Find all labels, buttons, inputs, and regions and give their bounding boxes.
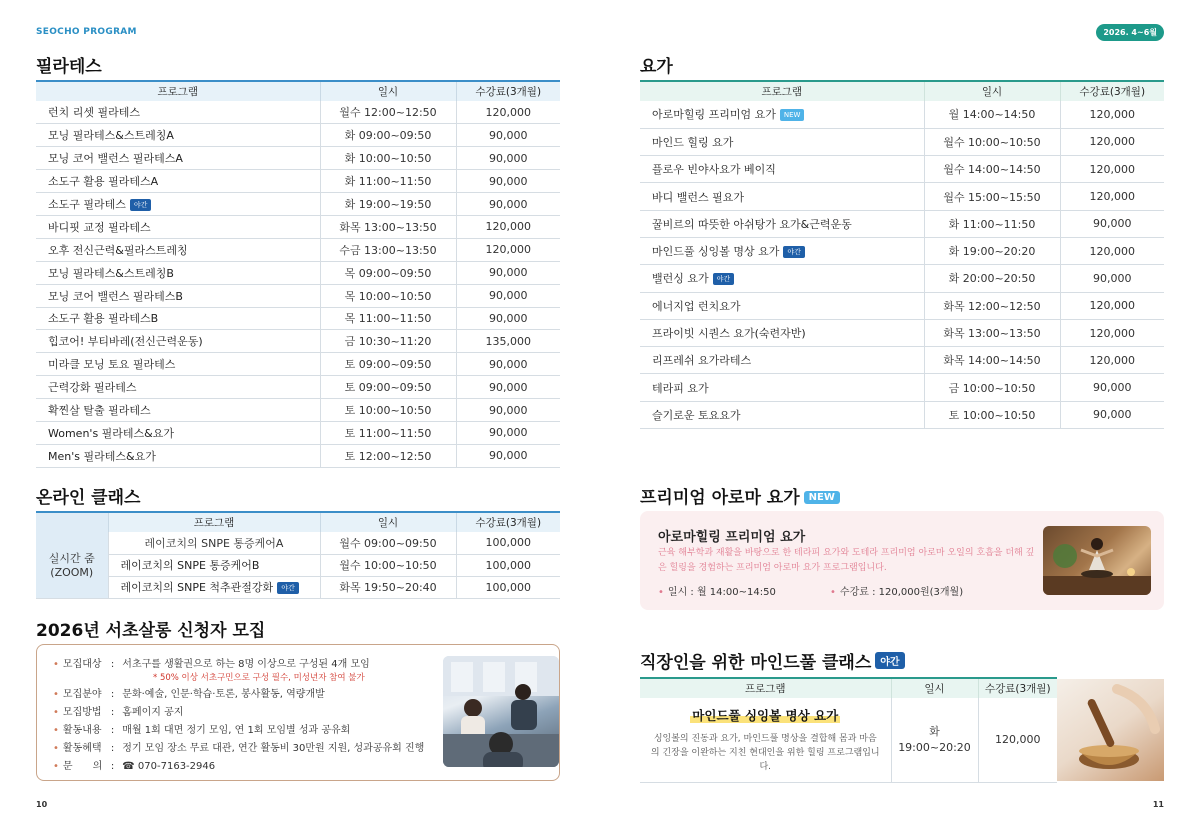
night-tag: 야간	[713, 273, 735, 285]
program-cell	[36, 193, 320, 216]
fee-cell: 135,000	[456, 330, 560, 353]
schedule-cell: 화 19:00~20:20	[924, 237, 1060, 264]
program-name: 모닝 필라테스&스트레칭B	[48, 266, 174, 280]
schedule-cell: 월수 14:00~14:50	[924, 156, 1060, 183]
page-number-right: 11	[1152, 800, 1164, 809]
program-name: 테라피 요가	[652, 381, 709, 395]
night-tag: 야간	[277, 582, 299, 594]
schedule-cell: 월수 10:00~10:50	[320, 554, 456, 576]
table-row	[36, 376, 560, 399]
recruit-item-label: 문 의	[62, 761, 103, 772]
fee-cell: 120,000	[456, 215, 560, 238]
program-cell	[36, 215, 320, 238]
fee-cell: 90,000	[456, 170, 560, 193]
col-fee: 수강료(3개월)	[978, 678, 1057, 698]
program-name: 근력강화 필라테스	[48, 381, 137, 395]
recruit-item: • 모집분야 : 문화·예술, 인문·학습·토론, 봉사활동, 역량개발	[53, 685, 325, 700]
program-name: 바디 밸런스 필요가	[652, 190, 745, 204]
schedule-cell: 화목 14:00~14:50	[924, 347, 1060, 374]
schedule-cell: 토 09:00~09:50	[320, 376, 456, 399]
aroma-card-title: 아로마힐링 프리미엄 요가	[658, 530, 806, 545]
schedule-cell: 토 09:00~09:50	[320, 353, 456, 376]
fee-cell: 90,000	[456, 421, 560, 444]
schedule-cell: 화 19:00~19:50	[320, 193, 456, 216]
fee-cell: 120,000	[1060, 319, 1164, 346]
mindful-fee-cell: 120,000	[978, 698, 1057, 782]
program-name: Men's 필라테스&요가	[48, 449, 156, 463]
program-name: 리프레쉬 요가라테스	[652, 354, 752, 368]
program-cell	[36, 101, 320, 124]
fee-cell: 120,000	[456, 238, 560, 261]
program-cell	[640, 128, 924, 155]
program-name: 힙코어! 부티바레(전신근력운동)	[48, 335, 203, 349]
program-cell	[36, 444, 320, 467]
table-row	[36, 353, 560, 376]
online-table	[36, 511, 560, 599]
fee-cell: 90,000	[1060, 374, 1164, 401]
program-name: 레이코치의 SNPE 통증케어A	[144, 536, 284, 550]
yoga-photo	[1043, 526, 1151, 595]
col-schedule: 일시	[320, 512, 456, 532]
fee-cell: 120,000	[1060, 156, 1164, 183]
program-cell	[36, 147, 320, 170]
schedule-cell: 토 11:00~11:50	[320, 421, 456, 444]
program-name: 모닝 코어 밸런스 필라테스A	[48, 152, 183, 166]
program-name: 레이코치의 SNPE 척추관절강화	[120, 581, 274, 594]
recruit-item-value: 서초구를 생활권으로 하는 8명 이상으로 구성된 4개 모임	[122, 659, 370, 670]
table-row	[36, 193, 560, 216]
schedule-cell: 금 10:00~10:50	[924, 374, 1060, 401]
recruit-note: * 50% 이상 서초구민으로 구성 필수, 미성년자 참여 불가	[153, 673, 365, 683]
table-row	[640, 210, 1164, 237]
aroma-schedule: • 일시 : 월 14:00~14:50	[658, 587, 776, 598]
program-cell	[36, 124, 320, 147]
night-tag: 야간	[130, 199, 152, 211]
fee-cell: 90,000	[456, 261, 560, 284]
mindful-time: 19:00~20:20	[898, 740, 971, 754]
recruit-item-label: 활동혜택	[62, 743, 102, 754]
brand-label: SEOCHO PROGRAM	[36, 27, 137, 37]
program-cell	[108, 554, 320, 576]
table-row	[36, 399, 560, 422]
col-fee: 수강료(3개월)	[456, 81, 560, 101]
schedule-cell: 화 10:00~10:50	[320, 147, 456, 170]
program-cell	[640, 319, 924, 346]
program-cell	[640, 156, 924, 183]
table-row	[640, 183, 1164, 210]
program-name: 미라클 모닝 토요 필라테스	[48, 358, 176, 372]
program-name: 소도구 활용 필라테스A	[48, 175, 159, 189]
schedule-cell: 목 09:00~09:50	[320, 261, 456, 284]
table-row	[36, 101, 560, 124]
program-cell	[640, 101, 924, 128]
fee-cell: 90,000	[1060, 401, 1164, 428]
recruit-item: • 모집방법 : 홈페이지 공지	[53, 703, 183, 718]
date-badge: 2026. 4~6월	[1096, 24, 1164, 41]
table-row	[36, 170, 560, 193]
program-cell	[36, 421, 320, 444]
fee-cell: 90,000	[456, 193, 560, 216]
online-title: 온라인 클래스	[36, 488, 141, 508]
table-row	[640, 292, 1164, 319]
recruit-item: • 활동혜택 : 정기 모임 장소 무료 대관, 연간 활동비 30만원 지원, 성과공유회 진행	[53, 739, 424, 754]
schedule-cell: 토 10:00~10:50	[320, 399, 456, 422]
recruit-item-value: 문화·예술, 인문·학습·토론, 봉사활동, 역량개발	[122, 689, 325, 700]
program-name: 오후 전신근력&필라스트레칭	[48, 243, 188, 257]
recruit-item: • 문 의 : ☎ 070-7163-2946	[53, 757, 215, 772]
table-row	[36, 532, 560, 554]
recruit-item-label: 활동내용	[62, 725, 102, 736]
program-cell	[640, 401, 924, 428]
fee-cell: 120,000	[1060, 101, 1164, 128]
fee-cell: 90,000	[1060, 265, 1164, 292]
schedule-cell: 화목 19:50~20:40	[320, 576, 456, 598]
yoga-title: 요가	[640, 57, 673, 77]
program-name: 프라이빗 시퀀스 요가(숙련자반)	[652, 327, 806, 341]
page-number-left: 10	[36, 800, 48, 809]
fee-cell: 90,000	[456, 399, 560, 422]
table-row	[36, 307, 560, 330]
recruit-item: • 활동내용 : 매월 1회 대면 정기 모임, 연 1회 모임별 성과 공유회	[53, 721, 350, 736]
schedule-cell: 수금 13:00~13:50	[320, 238, 456, 261]
fee-cell: 120,000	[1060, 128, 1164, 155]
table-row	[36, 124, 560, 147]
program-cell	[36, 399, 320, 422]
recruit-item-value: 홈페이지 공지	[122, 707, 184, 718]
fee-cell: 120,000	[456, 101, 560, 124]
program-name: 바디핏 교정 필라테스	[48, 220, 151, 234]
schedule-cell: 토 10:00~10:50	[924, 401, 1060, 428]
program-cell	[36, 353, 320, 376]
schedule-cell: 월수 09:00~09:50	[320, 532, 456, 554]
mindful-description: 싱잉볼의 진동과 요가, 마인드풀 명상을 결합해 몸과 마음의 긴장을 이완하는 지친 현대인을 위한 힐링 프로그램입니다.	[650, 733, 880, 772]
program-cell	[36, 238, 320, 261]
col-program: 프로그램	[108, 512, 320, 532]
fee-cell: 90,000	[456, 147, 560, 170]
fee-cell: 120,000	[1060, 183, 1164, 210]
recruit-item-value: 정기 모임 장소 무료 대관, 연간 활동비 30만원 지원, 성과공유회 진행	[122, 743, 425, 754]
col-program: 프로그램	[640, 81, 924, 101]
program-name: 소도구 활용 필라테스B	[48, 312, 159, 326]
recruit-item: • 모집대상 : 서초구를 생활권으로 하는 8명 이상으로 구성된 4개 모임	[53, 655, 370, 670]
program-name: 소도구 필라테스	[48, 198, 126, 211]
table-row	[36, 215, 560, 238]
program-name: Women's 필라테스&요가	[48, 426, 175, 440]
program-name: 확찐살 탈출 필라테스	[48, 404, 151, 418]
mindful-table	[640, 677, 1057, 783]
schedule-cell: 화목 12:00~12:50	[924, 292, 1060, 319]
schedule-cell: 화 11:00~11:50	[924, 210, 1060, 237]
table-row	[36, 444, 560, 467]
online-corner	[36, 512, 108, 532]
program-cell	[108, 532, 320, 554]
program-name: 에너지업 런치요가	[652, 299, 741, 313]
program-cell	[640, 210, 924, 237]
table-row	[640, 128, 1164, 155]
mindful-section-title	[640, 648, 905, 673]
table-row	[36, 554, 560, 576]
fee-cell: 100,000	[456, 554, 560, 576]
night-badge: 야간	[875, 652, 904, 669]
fee-cell: 100,000	[456, 532, 560, 554]
mindful-day: 화	[929, 724, 940, 738]
program-cell	[36, 330, 320, 353]
fee-cell: 120,000	[1060, 292, 1164, 319]
yoga-illustration	[1043, 526, 1151, 595]
program-name: 모닝 코어 밸런스 필라테스B	[48, 289, 183, 303]
program-cell	[36, 376, 320, 399]
schedule-cell: 화 11:00~11:50	[320, 170, 456, 193]
pilates-table	[36, 80, 560, 468]
table-row	[36, 238, 560, 261]
fee-cell: 120,000	[1060, 347, 1164, 374]
col-schedule: 일시	[891, 678, 978, 698]
col-program: 프로그램	[36, 81, 320, 101]
mindful-program-cell	[640, 698, 891, 782]
recruit-item-label: 모집방법	[62, 707, 102, 718]
table-row	[640, 265, 1164, 292]
program-cell	[36, 284, 320, 307]
program-name: 마인드풀 싱잉볼 명상 요가	[652, 245, 780, 259]
pilates-title: 필라테스	[36, 57, 102, 77]
schedule-cell: 화목 13:00~13:50	[320, 215, 456, 238]
schedule-cell: 화목 13:00~13:50	[924, 319, 1060, 346]
aroma-section-title-text: 프리미엄 아로마 요가	[640, 488, 800, 508]
program-name: 마인드 힐링 요가	[652, 135, 734, 149]
schedule-cell: 목 11:00~11:50	[320, 307, 456, 330]
singing-bowl-illustration	[1057, 679, 1164, 781]
fee-cell: 90,000	[456, 124, 560, 147]
aroma-section-title	[640, 483, 840, 508]
program-cell	[640, 237, 924, 264]
program-name: 플로우 빈야사요가 베이직	[652, 163, 776, 177]
fee-cell: 90,000	[456, 284, 560, 307]
schedule-cell: 월수 10:00~10:50	[924, 128, 1060, 155]
meeting-illustration	[443, 656, 559, 767]
schedule-cell: 화 09:00~09:50	[320, 124, 456, 147]
table-row	[640, 374, 1164, 401]
table-row	[36, 284, 560, 307]
table-row	[36, 261, 560, 284]
schedule-cell: 월 14:00~14:50	[924, 101, 1060, 128]
col-fee: 수강료(3개월)	[456, 512, 560, 532]
program-cell	[640, 292, 924, 319]
yoga-table	[640, 80, 1164, 429]
schedule-cell: 월수 12:00~12:50	[320, 101, 456, 124]
fee-cell: 90,000	[456, 376, 560, 399]
program-name: 슬기로운 토요요가	[652, 408, 741, 422]
col-program: 프로그램	[640, 678, 891, 698]
table-row	[640, 319, 1164, 346]
table-row	[36, 576, 560, 598]
program-cell	[36, 170, 320, 193]
table-row	[640, 401, 1164, 428]
program-name: 모닝 필라테스&스트레칭A	[48, 129, 174, 143]
fee-cell: 100,000	[456, 576, 560, 598]
mindful-section-title-text: 직장인을 위한 마인드풀 클래스	[640, 653, 872, 673]
program-cell	[640, 183, 924, 210]
fee-cell: 120,000	[1060, 237, 1164, 264]
schedule-cell: 화 20:00~20:50	[924, 265, 1060, 292]
recruit-title: 2026년 서초살롱 신청자 모집	[36, 621, 266, 641]
aroma-schedule-text: 일시 : 월 14:00~14:50	[667, 587, 776, 598]
program-cell	[640, 265, 924, 292]
table-row	[36, 421, 560, 444]
program-name: 밸런싱 요가	[652, 272, 709, 286]
singing-bowl-photo	[1057, 679, 1164, 781]
program-name: 런치 리셋 필라테스	[48, 106, 141, 120]
fee-cell: 90,000	[456, 307, 560, 330]
col-schedule: 일시	[320, 81, 456, 101]
recruit-item-label: 모집분야	[62, 689, 102, 700]
new-badge: NEW	[804, 491, 840, 504]
table-row	[640, 101, 1164, 128]
program-cell	[36, 261, 320, 284]
col-fee: 수강료(3개월)	[1060, 81, 1164, 101]
recruit-item-value: 매월 1회 대면 정기 모임, 연 1회 모임별 성과 공유회	[122, 725, 351, 736]
schedule-cell: 금 10:30~11:20	[320, 330, 456, 353]
recruit-item-value: ☎ 070-7163-2946	[122, 761, 216, 772]
aroma-description: 근육 해부학과 재활을 바탕으로 한 테라피 요가와 도테라 프리미엄 아로마 오일의 호흡을 더해 깊은 힐링을 경험하는 프리미엄 아로마 요가 프로그램입니다.	[658, 548, 1035, 573]
zoom-group-cell: 실시간 줌 (ZOOM)	[36, 532, 108, 598]
aroma-fee: • 수강료 : 120,000원(3개월)	[830, 587, 964, 598]
recruit-item-label: 모집대상	[62, 659, 102, 670]
schedule-cell: 월수 15:00~15:50	[924, 183, 1060, 210]
table-row	[36, 147, 560, 170]
fee-cell: 90,000	[456, 444, 560, 467]
table-row	[640, 347, 1164, 374]
program-cell	[36, 307, 320, 330]
meeting-photo	[443, 656, 559, 767]
new-tag: NEW	[780, 109, 805, 121]
mindful-program-name: 마인드풀 싱잉볼 명상 요가	[692, 707, 839, 723]
program-name: 레이코치의 SNPE 통증케어B	[120, 559, 260, 572]
night-tag: 야간	[783, 246, 805, 258]
col-schedule: 일시	[924, 81, 1060, 101]
aroma-fee-text: 수강료 : 120,000원(3개월)	[839, 587, 964, 598]
program-name: 아로마힐링 프리미엄 요가	[652, 108, 776, 122]
program-cell	[108, 576, 320, 598]
program-cell	[640, 347, 924, 374]
table-row	[36, 330, 560, 353]
fee-cell: 90,000	[1060, 210, 1164, 237]
schedule-cell: 목 10:00~10:50	[320, 284, 456, 307]
program-name: 꿀비르의 따뜻한 아쉬탕가 요가&근력운동	[652, 217, 852, 231]
program-cell	[640, 374, 924, 401]
fee-cell: 90,000	[456, 353, 560, 376]
schedule-cell: 토 12:00~12:50	[320, 444, 456, 467]
table-row	[640, 156, 1164, 183]
mindful-schedule-cell	[891, 698, 978, 782]
table-row	[640, 237, 1164, 264]
